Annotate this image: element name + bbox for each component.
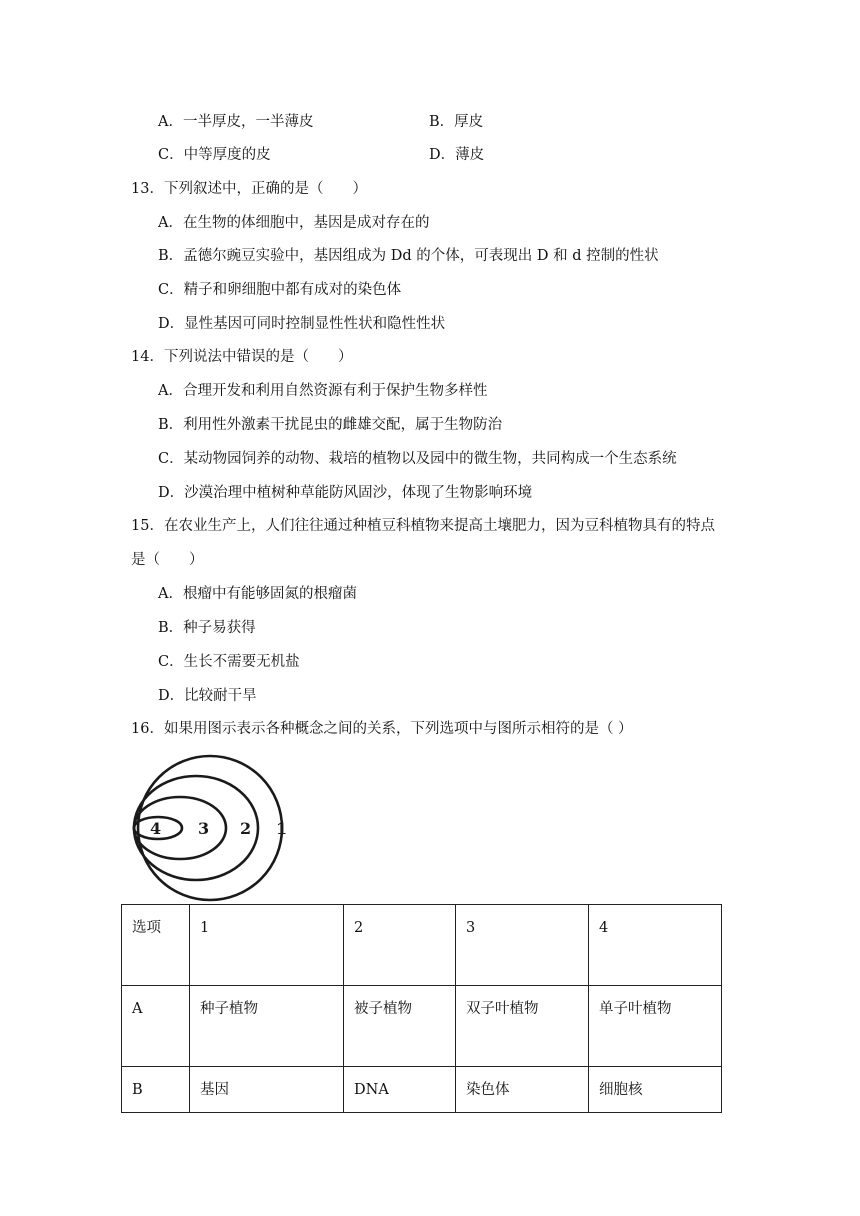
q15-stem-line2: 是（ ） xyxy=(131,552,204,568)
table-header-cell: 1 xyxy=(190,905,344,986)
q14-stem: 14．下列说法中错误的是（ ） xyxy=(131,349,353,365)
table-header-cell: 2 xyxy=(344,905,456,986)
table-cell: 单子叶植物 xyxy=(589,986,722,1067)
q13-option-b: B．孟德尔豌豆实验中，基因组成为 Dd 的个体，可表现出 D 和 d 控制的性状 xyxy=(158,248,659,264)
table-cell: DNA xyxy=(344,1067,456,1113)
q15-option-d: D．比较耐干旱 xyxy=(158,688,257,704)
q13-option-a: A．在生物的体细胞中，基因是成对存在的 xyxy=(158,215,430,231)
q14-option-c: C．某动物园饲养的动物、栽培的植物以及园中的微生物，共同构成一个生态系统 xyxy=(158,451,677,467)
diagram-label-3: 3 xyxy=(198,819,210,838)
q13-stem: 13．下列叙述中，正确的是（ ） xyxy=(131,181,367,197)
diagram-label-1: 1 xyxy=(276,819,288,838)
q14-option-a: A．合理开发和利用自然资源有利于保护生物多样性 xyxy=(158,383,488,399)
diagram-label-2: 2 xyxy=(240,819,252,838)
diagram-label-4: 4 xyxy=(150,819,162,838)
table-cell: 双子叶植物 xyxy=(456,986,589,1067)
q14-option-d: D．沙漠治理中植树种草能防风固沙，体现了生物影响环境 xyxy=(158,485,533,501)
concept-ellipse-3 xyxy=(134,797,226,859)
table-header-cell: 3 xyxy=(456,905,589,986)
table-header-cell: 4 xyxy=(589,905,722,986)
table-row xyxy=(122,1067,722,1113)
q15-option-a: A．根瘤中有能够固氮的根瘤菌 xyxy=(158,586,357,602)
table-cell: B xyxy=(122,1067,190,1113)
q12-option-a: A．一半厚皮，一半薄皮 xyxy=(158,114,314,130)
q12-option-c: C．中等厚度的皮 xyxy=(158,147,271,163)
table-header-cell: 选项 xyxy=(122,905,190,986)
q15-stem-line1: 15．在农业生产上，人们往往通过种植豆科植物来提高土壤肥力，因为豆科植物具有的特点 xyxy=(131,518,715,534)
table-cell: 细胞核 xyxy=(589,1067,722,1113)
table-header-row xyxy=(122,905,722,986)
q12-option-b: B．厚皮 xyxy=(429,114,484,130)
nested-concept-diagram xyxy=(128,752,298,902)
q14-option-b: B．利用性外激素干扰昆虫的雌雄交配，属于生物防治 xyxy=(158,417,503,433)
answer-options-table xyxy=(121,904,722,1113)
q12-option-d: D．薄皮 xyxy=(429,147,485,163)
table-cell: 种子植物 xyxy=(190,986,344,1067)
table-cell: A xyxy=(122,986,190,1067)
table-cell: 基因 xyxy=(190,1067,344,1113)
table-row xyxy=(122,986,722,1067)
q13-option-c: C．精子和卵细胞中都有成对的染色体 xyxy=(158,282,402,298)
q15-option-b: B．种子易获得 xyxy=(158,620,256,636)
table-cell: 被子植物 xyxy=(344,986,456,1067)
q13-option-d: D．显性基因可同时控制显性性状和隐性性状 xyxy=(158,316,446,332)
q16-stem: 16．如果用图示表示各种概念之间的关系，下列选项中与图所示相符的是（ ） xyxy=(131,721,633,737)
q15-option-c: C．生长不需要无机盐 xyxy=(158,654,300,670)
table-cell: 染色体 xyxy=(456,1067,589,1113)
